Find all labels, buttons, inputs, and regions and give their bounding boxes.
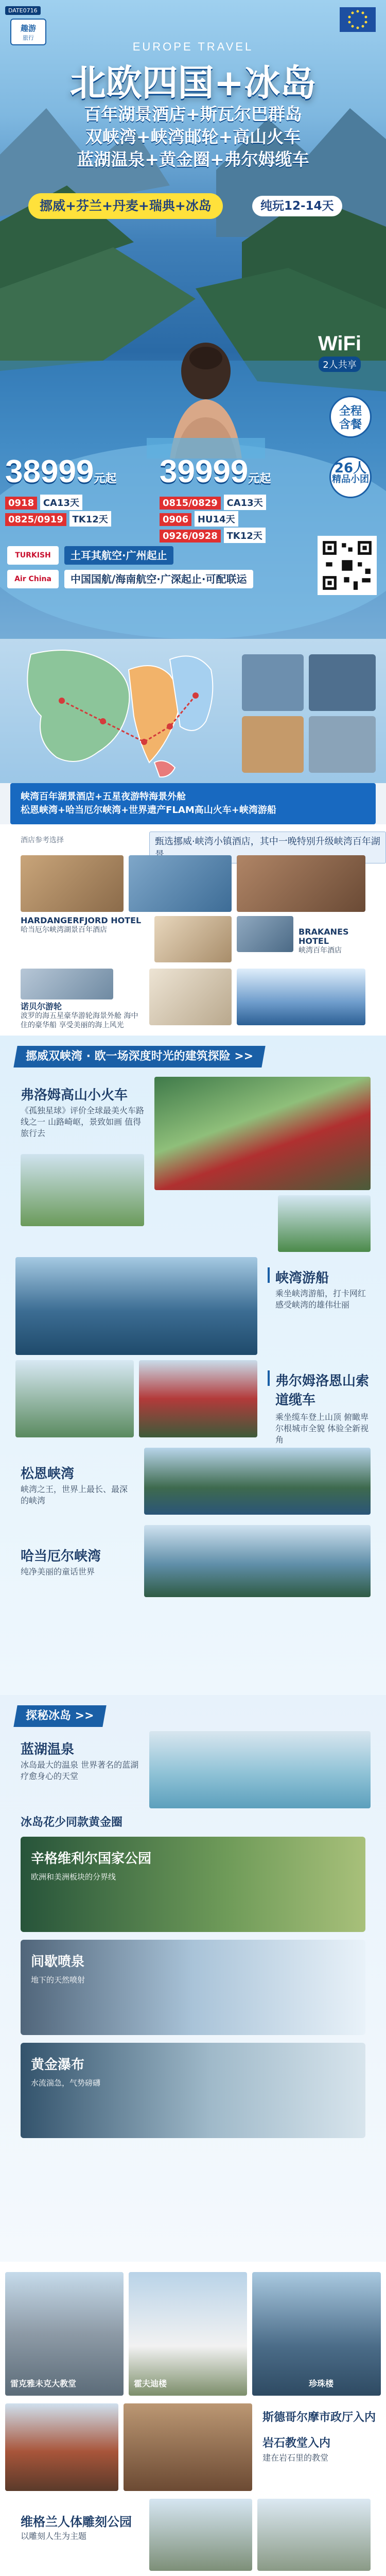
spot-title: 岩石教堂入内	[262, 2437, 331, 2450]
airline-text: 土耳其航空·广州起止	[64, 546, 173, 565]
blue-lagoon-photo	[149, 1731, 371, 1808]
hotel-photo	[149, 969, 232, 1025]
accent-bar	[268, 1370, 270, 1386]
air-china-logo: Air China	[7, 570, 59, 588]
landmark-caption: 雷克雅未克大教堂	[10, 2379, 77, 2388]
price-amount-1: 38999元起	[5, 454, 117, 489]
stockholm-city-hall-photo	[5, 2403, 118, 2491]
hotel-photo	[129, 855, 232, 912]
eu-flag-icon	[340, 7, 376, 32]
hotel-photo	[21, 969, 113, 999]
spot-desc: 以雕刻人生为主题	[21, 2531, 87, 2541]
card-desc: 地下的天然喷射	[31, 1975, 85, 1985]
meals-badge-line: 全程	[339, 405, 362, 418]
banner-line: 松恩峡湾+哈当厄尔峡湾+世界遗产FLAM高山火车+峡湾游船	[21, 805, 276, 816]
spot-desc: 纯净美丽的童话世界	[21, 1567, 95, 1577]
hotel-section	[0, 824, 386, 1036]
qr-code[interactable]	[318, 536, 377, 595]
iceland-section-header: 探秘冰岛 >>	[13, 1705, 106, 1727]
spot-title: 斯德哥尔摩市政厅入内	[262, 2411, 376, 2424]
fjord-cruise-photo	[15, 1257, 257, 1355]
banner-line: 峡湾百年湖景酒店+五星夜游特海景外舱	[21, 791, 186, 802]
hotel-highlights-banner	[10, 783, 376, 824]
price-row: 0926/0928 TK12天	[160, 528, 266, 543]
spot-desc: 冰岛最大的温泉 世界著名的蓝湖 疗愈身心的天堂	[21, 1760, 139, 1781]
price-row: 0815/0829 CA13天	[160, 495, 266, 510]
spot-desc: 建在岩石里的教堂	[262, 2453, 329, 2463]
landmarks-section	[0, 2262, 386, 2576]
city-view-photo	[15, 1360, 134, 1437]
card-desc: 欧洲和美洲板块的分界线	[31, 1872, 116, 1882]
temppeliaukio-photo	[124, 2403, 252, 2491]
group-badge	[329, 456, 372, 498]
main-title: 北欧四国+冰岛	[69, 62, 317, 104]
meals-badge-line: 含餐	[339, 418, 362, 431]
spot-title: 蓝湖温泉	[21, 1742, 75, 1757]
hero-section	[0, 0, 386, 639]
subtitle-line: 蓝湖温泉+黄金圈+弗尔姆缆车	[77, 149, 309, 170]
spot-title: 峡湾游船	[275, 1270, 329, 1286]
subtitle-line: 百年湖景酒店+斯瓦尔巴群岛	[84, 104, 302, 124]
hotel-caption: 诺贝尔游轮 波罗的海五星豪华游轮海景外舱 海中住的豪华船 享受美丽的海上风光	[21, 1002, 138, 1029]
hofdi-house-photo	[129, 2272, 247, 2396]
cable-car-photo	[139, 1360, 257, 1437]
group-badge-size: 26人	[334, 461, 367, 476]
subtitle-line: 双峡湾+峡湾邮轮+高山火车	[85, 127, 301, 147]
hotel-caption: BRAKANES HOTEL 峡湾百年酒店	[299, 927, 349, 955]
golden-circle-card	[21, 1940, 365, 2035]
nordic-route-map	[0, 639, 386, 783]
route-map-section	[0, 639, 386, 783]
brand-line2: 旅行	[23, 35, 34, 41]
spot-title: 弗洛姆高山小火车	[21, 1088, 128, 1103]
sognefjord-photo	[144, 1448, 371, 1515]
spot-title: 弗尔姆洛恩山索道缆车	[275, 1374, 370, 1408]
hallgrimskirkja-photo	[5, 2272, 124, 2396]
wifi-badge	[311, 332, 368, 372]
fjord-photo	[278, 1195, 371, 1252]
hardangerfjord-photo	[144, 1525, 371, 1597]
card-desc: 水流湍急，气势磅礴	[31, 2078, 101, 2088]
subtitle-lines	[0, 103, 386, 171]
turkish-airlines-logo: TURKISH	[7, 546, 59, 565]
golden-circle-card	[21, 1837, 365, 1932]
spot-title: 维格兰人体雕刻公园	[21, 2515, 132, 2529]
accent-bar	[268, 1267, 270, 1283]
hotel-section-head: 甄选挪威·峡湾小镇酒店，其中一晚特别升级峡湾百年湖	[149, 832, 386, 863]
card-title: 黄金瀑布	[31, 2057, 85, 2073]
vigeland-photo	[257, 2499, 371, 2571]
hotel-photo	[237, 916, 293, 952]
landmark-caption: 霍夫迪楼	[134, 2379, 167, 2388]
spot-desc: 乘坐峡湾游船，打卡网红 感受峡湾的雄伟壮丽	[275, 1289, 366, 1310]
card-title: 辛格维利尔国家公园	[31, 1851, 152, 1867]
wifi-sub: 2人共享	[319, 357, 360, 372]
airline-text: 中国国航/海南航空·广深起止·可配联运	[64, 570, 253, 588]
group-badge-label: 精品小团	[332, 474, 369, 485]
spot-desc: 峡湾之王，世界上最长、最深的峡湾	[21, 1484, 128, 1505]
hotel-photo	[21, 855, 124, 912]
brand-line1: 趣游	[20, 24, 36, 33]
iceland-section	[0, 1695, 386, 2262]
golden-circle-heading: 冰岛花少同款黄金圈	[21, 1816, 123, 1829]
price-panel	[5, 438, 324, 541]
cruise-ship-photo	[237, 969, 365, 1025]
price-row: 0906 HU14天	[160, 511, 238, 527]
days-pill: 纯玩12-14天	[252, 196, 342, 216]
meals-badge	[329, 396, 372, 438]
fjord-section-header: 挪威双峡湾 · 欧一场深度时光的建筑探险 >>	[13, 1046, 266, 1067]
eu-travel-label: EUROPE TRAVEL	[132, 40, 254, 53]
spot-title: 哈当厄尔峡湾	[21, 1549, 101, 1564]
landmark-caption: 珍珠楼	[309, 2379, 334, 2388]
hotel-photo	[154, 916, 232, 962]
vigeland-photo	[149, 2499, 252, 2571]
price-row: 0825/0919 TK12天	[5, 511, 111, 527]
flam-railway-photo	[154, 1077, 371, 1190]
wifi-label: WiFi	[318, 332, 362, 355]
hotel-photo	[237, 855, 365, 912]
price-row: 0918 CA13天	[5, 495, 82, 510]
spot-desc: 《孤独星球》评价全球最美火车路线之一 山路崎岖，景致如画 值得旅行去	[21, 1106, 145, 1138]
fjord-section	[0, 1036, 386, 1695]
spot-title: 松恩峡湾	[21, 1466, 75, 1482]
price-amount-2: 39999元起	[160, 454, 271, 489]
hotel-ref-label: 酒店参考选择	[21, 836, 64, 844]
date-tag: DATE0716	[5, 6, 41, 15]
route-pill: 挪威+芬兰+丹麦+瑞典+冰岛	[28, 193, 223, 219]
fjord-photo	[21, 1154, 144, 1226]
hotel-caption: HARDANGERFJORD HOTEL 哈当厄尔峡湾湖景百年酒店	[21, 916, 142, 934]
card-title: 间歇喷泉	[31, 1954, 85, 1970]
perlan-photo	[252, 2272, 381, 2396]
spot-desc: 乘坐缆车登上山顶 俯瞰卑尔根城市全貌 体验全新视角	[275, 1412, 369, 1445]
golden-circle-card	[21, 2043, 365, 2138]
